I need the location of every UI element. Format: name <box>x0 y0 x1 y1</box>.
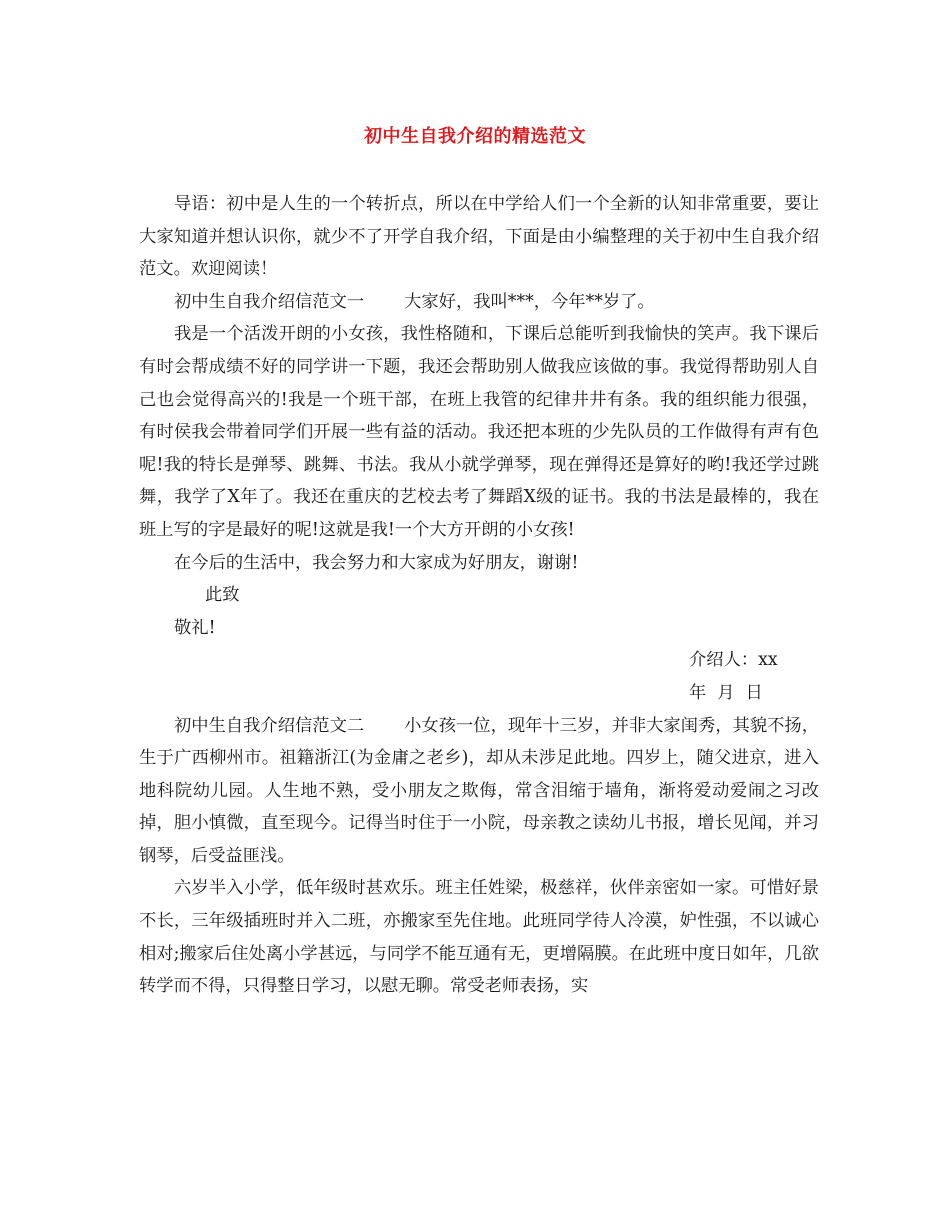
letter1-heading-line <box>139 286 819 319</box>
intro-paragraph: 导语：初中是人生的一个转折点，所以在中学给人们一个全新的认知非常重要，要让大家知道并想认识你，就少不了开学自我介绍，下面是由小编整理的关于初中生自我介绍范文。欢迎阅读！ <box>139 194 819 280</box>
document-body <box>139 188 819 1003</box>
letter1-opening: 大家好，我叫***，今年**岁了。 <box>404 291 655 312</box>
letter1-paragraph-1: 我是一个活泼开朗的小女孩，我性格随和，下课后总能听到我愉快的笑声。我下课后有时会帮成绩不好的同学讲一下题，我还会帮助别人做我应该做的事。我觉得帮助别人自己也会觉得高兴的!我是一个班干部，在班上我管的纪律井井有条。我的组织能力很强，有时侯我会带着同学们开展一些有益的活动。我还把本班的少先队员的工作做得有声有色呢!我的特长是弹琴、跳舞、书法。我从小就学弹琴，现在弹得还是算好的哟!我还学过跳舞，我学了X年了。我还在重庆的艺校去考了舞蹈X级的证书。我的书法是最棒的，我在班上写的字是最好的呢!这就是我!一个大方开朗的小女孩! <box>139 324 819 540</box>
letter2-paragraph-1-text: 小女孩一位，现年十三岁，并非大家闺秀，其貌不扬， 生于广西柳州市。祖籍浙江(为金庸之老乡)，却从未涉足此地。四岁上，随父进京，进入地科院幼儿园。人生地不熟，受小朋友之欺侮，常含泪缩于墙角，渐将爱动爱闹之习改掉，胆小慎微，直至现今。记得当时住于一小院，母亲教之读幼儿书报，增长见闻，并习钢琴，后受益匪浅。 <box>139 715 819 866</box>
letter1-signer: 介绍人：xx <box>689 650 778 671</box>
letter2-paragraph-1 <box>139 710 819 873</box>
document-title: 初中生自我介绍的精选范文 <box>364 126 586 147</box>
letter2-heading: 初中生自我介绍信范文二 <box>174 715 365 736</box>
letter2-paragraph-2: 六岁半入小学，低年级时甚欢乐。班主任姓梁，极慈祥，伙伴亲密如一家。可惜好景不长，三年级插班时并入二班，亦搬家至先住地。此班同学待人冷漠，妒性强，不以诚心相对;搬家后住处离小学甚远，与同学不能互通有无，更增隔膜。在此班中度日如年，几欲转学而不得，只得整日学习，以慰无聊。常受老师表扬，实 <box>139 878 819 997</box>
letter1-paragraph-2: 在今后的生活中，我会努力和大家成为好朋友，谢谢! <box>174 552 579 573</box>
letter1-heading: 初中生自我介绍信范文一 <box>174 291 365 312</box>
letter1-salute: 此致 <box>205 585 240 606</box>
letter1-regards: 敬礼! <box>174 617 216 638</box>
letter1-date: 年 月 日 <box>689 682 763 703</box>
